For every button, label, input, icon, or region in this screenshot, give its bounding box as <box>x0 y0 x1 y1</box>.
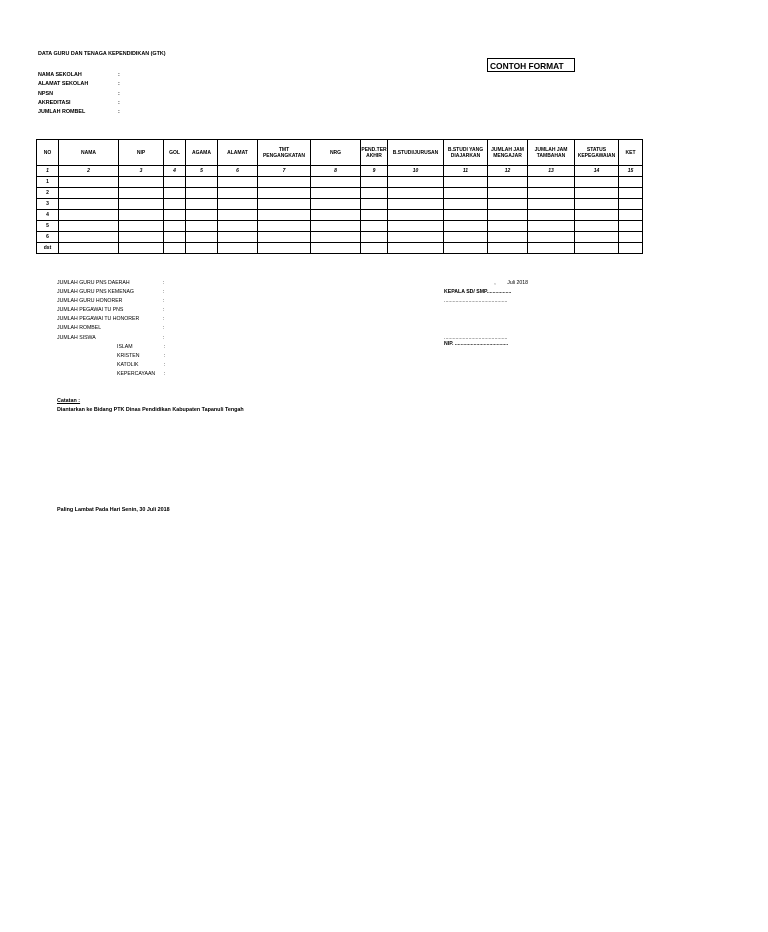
summary-section <box>57 279 165 379</box>
notes-section <box>57 397 244 415</box>
column-header: B.STUDI YANG DIAJARKAN <box>444 140 488 166</box>
signature-date: , Juli 2018 <box>494 280 528 286</box>
table-row <box>37 243 643 254</box>
signature-role: KEPALA SD/ SMP................. <box>444 289 512 296</box>
column-header: NO <box>37 140 59 166</box>
column-number: 3 <box>119 166 164 177</box>
row-number: 1 <box>37 177 59 188</box>
info-row-rombel: JUMLAH ROMBEL : <box>38 109 120 116</box>
column-number: 4 <box>164 166 186 177</box>
row-number: 2 <box>37 188 59 199</box>
row-number: 5 <box>37 221 59 232</box>
table-row <box>37 188 643 199</box>
column-header: NIP <box>119 140 164 166</box>
column-header: ALAMAT <box>218 140 258 166</box>
column-number: 1 <box>37 166 59 177</box>
table-row <box>37 177 643 188</box>
column-header: GOL <box>164 140 186 166</box>
notes-heading: Catatan : <box>57 398 81 404</box>
table-header-row <box>37 140 643 166</box>
column-header: TMT PENGANGKATAN <box>258 140 311 166</box>
summary-row: JUMLAH PEGAWAI TU HONORER : <box>57 316 165 323</box>
signature-name-line: ............................................ <box>444 334 508 341</box>
summary-row: JUMLAH GURU PNS DAERAH : <box>57 280 165 286</box>
school-info <box>38 71 120 117</box>
column-header: NAMA <box>59 140 119 166</box>
table-row <box>37 199 643 210</box>
column-number: 11 <box>444 166 488 177</box>
row-number: 3 <box>37 199 59 210</box>
column-number: 5 <box>186 166 218 177</box>
deadline-text: Paling Lambat Pada Hari Senin, 30 Juli 2018 <box>57 507 170 513</box>
row-number: 6 <box>37 232 59 243</box>
religion-row: KRISTEN : <box>117 352 166 359</box>
column-header: NRG <box>311 140 361 166</box>
signature-block <box>444 279 540 349</box>
table-row <box>37 221 643 232</box>
summary-row: JUMLAH GURU PNS KEMENAG : <box>57 289 165 296</box>
signature-nip: NIP. ..................................... <box>444 340 509 347</box>
info-row-npsn: NPSN : <box>38 90 120 97</box>
table-row <box>37 232 643 243</box>
column-header: PEND.TER AKHIR <box>361 140 388 166</box>
religion-row: ISLAM : <box>117 343 166 350</box>
column-header: JUMLAH JAM TAMBAHAN <box>528 140 575 166</box>
summary-row: JUMLAH ROMBEL : <box>57 325 165 332</box>
religion-row: KEPERCAYAAN : <box>117 370 166 377</box>
column-number: 13 <box>528 166 575 177</box>
summary-row: JUMLAH SISWA : <box>57 334 165 341</box>
gtk-data-table <box>36 139 643 254</box>
column-number: 8 <box>311 166 361 177</box>
column-number: 6 <box>218 166 258 177</box>
document-title: DATA GURU DAN TENAGA KEPENDIDIKAN (GTK) <box>38 51 166 57</box>
info-row-school-address: ALAMAT SEKOLAH : <box>38 81 120 88</box>
column-header: AGAMA <box>186 140 218 166</box>
column-number: 12 <box>488 166 528 177</box>
column-number: 2 <box>59 166 119 177</box>
summary-row: JUMLAH GURU HONORER : <box>57 298 165 305</box>
religion-row: KATOLIK : <box>117 361 166 368</box>
summary-row: JUMLAH PEGAWAI TU PNS : <box>57 307 165 314</box>
format-label-box: CONTOH FORMAT <box>487 58 575 72</box>
row-number: dst <box>37 243 59 254</box>
row-number: 4 <box>37 210 59 221</box>
column-number-row <box>37 166 643 177</box>
column-number: 10 <box>388 166 444 177</box>
column-header: B.STUDI/JURUSAN <box>388 140 444 166</box>
info-row-accreditation: AKREDITASI : <box>38 99 120 106</box>
column-number: 7 <box>258 166 311 177</box>
table-row <box>37 210 643 221</box>
column-number: 9 <box>361 166 388 177</box>
info-row-school-name: NAMA SEKOLAH : <box>38 72 120 78</box>
column-number: 15 <box>619 166 643 177</box>
column-header: STATUS KEPEGAWAIAN <box>575 140 619 166</box>
column-header: KET <box>619 140 643 166</box>
column-header: JUMLAH JAM MENGAJAR <box>488 140 528 166</box>
signature-line: ............................................ <box>444 298 508 305</box>
column-number: 14 <box>575 166 619 177</box>
notes-text: Diantarkan ke Bidang PTK Dinas Pendidikan Kabupaten Tapanuli Tengah <box>57 407 244 413</box>
